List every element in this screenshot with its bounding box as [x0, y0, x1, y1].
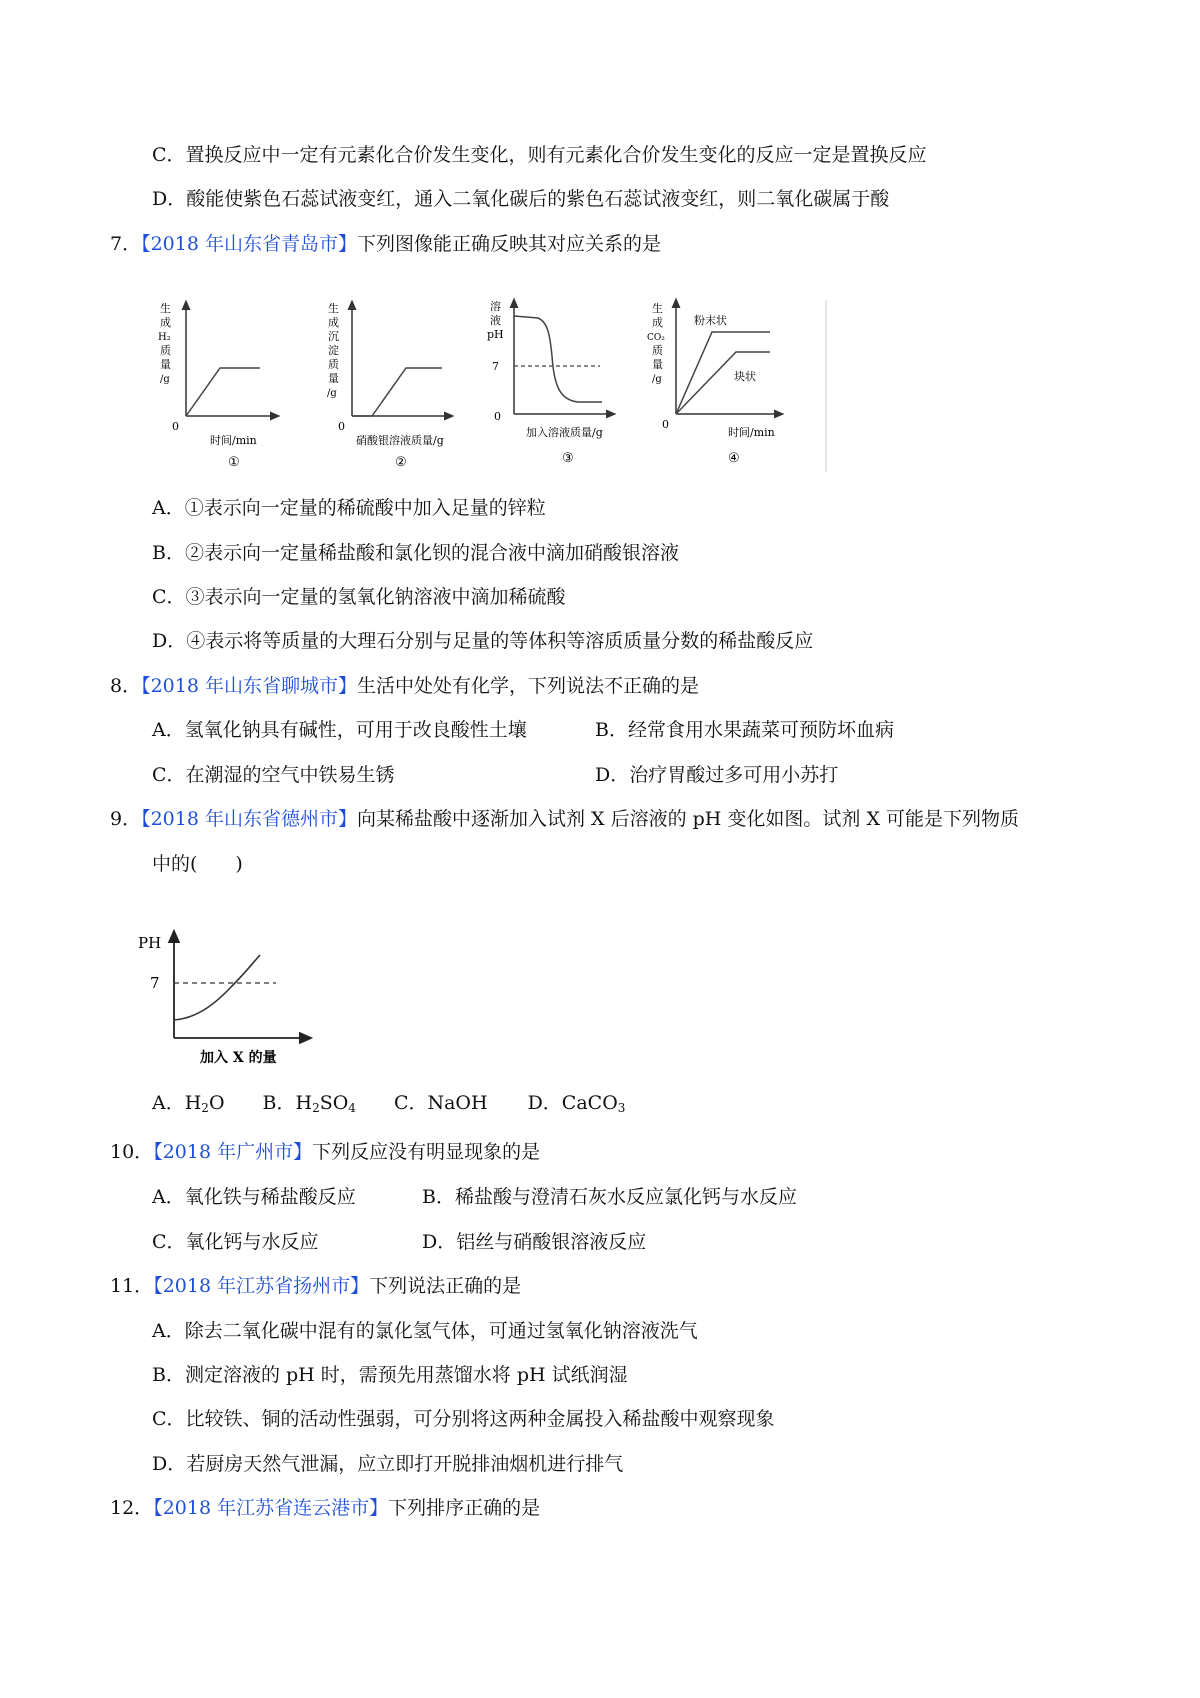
- q10-heading: [110, 1139, 540, 1165]
- g2-ylabel-1: 生: [328, 302, 339, 315]
- q10-number: 10．: [110, 1141, 154, 1163]
- q7-option-d: D．④表示将等质量的大理石分别与足量的等体积等溶质质量分数的稀盐酸反应: [152, 630, 814, 652]
- q11-option-a: A．除去二氧化碳中混有的氯化氢气体，可通过氢氧化钠溶液洗气: [152, 1320, 698, 1342]
- g4-caption: ④: [728, 451, 740, 466]
- g4-ylabel-6: /g: [652, 374, 662, 385]
- q9-option-a-tail: O: [208, 1092, 225, 1114]
- g3-ylabel-2: 液: [490, 314, 501, 327]
- q7-stem: 下列图像能正确反映其对应关系的是: [357, 233, 662, 255]
- q9-source: 【2018 年山东省德州市】: [141, 808, 357, 830]
- q9-option-b-mid: SO: [319, 1092, 349, 1114]
- g3-caption: ③: [562, 451, 574, 466]
- g4-ylabel-5: 量: [652, 358, 663, 371]
- g2-ylabel-6: 量: [328, 372, 339, 385]
- q10-option-b: B．稀盐酸与澄清石灰水反应氯化钙与水反应: [422, 1186, 797, 1208]
- q8-option-b: B．经常食用水果蔬菜可预防坏血病: [595, 719, 894, 741]
- q11-source: 【2018 年江苏省扬州市】: [153, 1275, 370, 1297]
- graph-2: [327, 301, 450, 470]
- q9-option-d: [528, 1092, 626, 1114]
- g4-ylabel-2: 成: [652, 316, 663, 329]
- g1-xlabel: 时间/min: [210, 434, 257, 447]
- q7-heading: [110, 231, 661, 257]
- q10-option-a: A．氧化铁与稀盐酸反应: [152, 1186, 356, 1208]
- graph-3: [487, 299, 612, 466]
- q8-option-c: C．在潮湿的空气中铁易生锈: [152, 764, 395, 786]
- q9-option-b: [263, 1092, 356, 1114]
- q9-stem-continued: 中的( ): [152, 853, 243, 875]
- g4-ylabel-4: 质: [652, 344, 663, 357]
- g2-ylabel-5: 质: [328, 358, 339, 371]
- q6-option-c: C．置换反应中一定有元素化合价发生变化，则有元素化合价发生变化的反应一定是置换反应: [152, 144, 927, 166]
- q9-xlabel: 加入 X 的量: [200, 1050, 277, 1066]
- g4-label-powder: 粉末状: [694, 314, 727, 327]
- g1-ylabel-5: 量: [160, 358, 171, 371]
- q7-source: 【2018 年山东省青岛市】: [141, 233, 357, 255]
- q9-ylabel: PH: [138, 934, 162, 952]
- g2-xlabel: 硝酸银溶液质量/g: [356, 434, 444, 447]
- g2-caption: ②: [395, 455, 407, 470]
- q9-option-d-sub: 3: [617, 1101, 626, 1115]
- q9-option-a-text: A．H: [152, 1092, 202, 1114]
- g3-tick-7: 7: [492, 360, 499, 373]
- q8-heading: [110, 673, 699, 699]
- g2-ylabel-3: 沉: [328, 330, 339, 343]
- q9-option-c: C．NaOH: [393, 1092, 488, 1114]
- q7-option-b: B．②表示向一定量稀盐酸和氯化钡的混合液中滴加硝酸银溶液: [152, 542, 679, 564]
- q7-number: 7．: [110, 233, 142, 255]
- g3-ylabel-3: pH: [487, 328, 504, 341]
- g4-ylabel-3: CO₂: [647, 333, 665, 343]
- q11-heading: [110, 1273, 521, 1299]
- q11-option-c: C．比较铁、铜的活动性强弱，可分别将这两种金属投入稀盐酸中观察现象: [152, 1408, 775, 1430]
- q11-option-d: D．若厨房天然气泄漏，应立即打开脱排油烟机进行排气: [152, 1453, 624, 1475]
- q8-option-d: D．治疗胃酸过多可用小苏打: [595, 764, 839, 786]
- g1-origin: 0: [172, 420, 179, 433]
- q9-ph-graph: [136, 928, 316, 1068]
- q12-stem: 下列排序正确的是: [388, 1497, 541, 1519]
- g1-ylabel-4: 质: [160, 344, 171, 357]
- g3-xlabel: 加入溶液质量/g: [526, 426, 603, 439]
- q9-option-b-text: B．H: [262, 1092, 313, 1114]
- g1-ylabel-2: 成: [160, 316, 171, 329]
- q7-option-a: A．①表示向一定量的稀硫酸中加入足量的锌粒: [152, 497, 546, 519]
- q9-tick-7: 7: [150, 974, 160, 992]
- q7-graph-panel: [150, 296, 830, 472]
- q10-source: 【2018 年广州市】: [153, 1141, 313, 1163]
- graph-1: [158, 301, 276, 470]
- q8-source: 【2018 年山东省聊城市】: [141, 675, 357, 697]
- g2-ylabel-7: /g: [327, 388, 337, 399]
- g1-caption: ①: [228, 455, 240, 470]
- q10-option-d: D．铝丝与硝酸银溶液反应: [422, 1231, 647, 1253]
- q12-number: 12．: [110, 1497, 154, 1519]
- q9-heading: [110, 806, 1019, 832]
- g4-label-block: 块状: [734, 370, 756, 383]
- q11-number: 11．: [110, 1275, 154, 1297]
- g1-ylabel-1: 生: [160, 302, 171, 315]
- q12-source: 【2018 年江苏省连云港市】: [153, 1497, 389, 1519]
- g4-origin: 0: [662, 418, 669, 431]
- q9-stem: 向某稀盐酸中逐渐加入试剂 X 后溶液的 pH 变化如图。试剂 X 可能是下列物质: [357, 808, 1020, 830]
- g2-ylabel-4: 淀: [328, 344, 339, 357]
- q9-number: 9．: [110, 808, 142, 830]
- g4-xlabel: 时间/min: [728, 426, 775, 439]
- q8-stem: 生活中处处有化学，下列说法不正确的是: [357, 675, 700, 697]
- q10-option-c: C．氧化钙与水反应: [152, 1231, 319, 1253]
- g2-origin: 0: [338, 420, 345, 433]
- q9-option-a: [152, 1092, 225, 1114]
- g3-ylabel-1: 溶: [490, 300, 501, 313]
- q7-option-c: C．③表示向一定量的氢氧化钠溶液中滴加稀硫酸: [152, 586, 566, 608]
- graph-4: [647, 301, 780, 466]
- q9-option-b-sub2: 4: [348, 1101, 356, 1115]
- g1-ylabel-3: H₂: [158, 332, 171, 343]
- g1-ylabel-6: /g: [160, 374, 170, 385]
- q9-option-b-sub: 2: [312, 1101, 320, 1115]
- q12-heading: [110, 1495, 540, 1521]
- q10-stem: 下列反应没有明显现象的是: [312, 1141, 541, 1163]
- q9-option-d-text: D．CaCO: [527, 1092, 618, 1114]
- q9-options: [152, 1090, 625, 1116]
- q9-option-a-sub: 2: [201, 1101, 209, 1115]
- q8-option-a: A．氢氧化钠具有碱性，可用于改良酸性土壤: [152, 719, 527, 741]
- q11-option-b: B．测定溶液的 pH 时，需预先用蒸馏水将 pH 试纸润湿: [152, 1364, 628, 1386]
- q6-option-d: D．酸能使紫色石蕊试液变红，通入二氧化碳后的紫色石蕊试液变红，则二氧化碳属于酸: [152, 188, 890, 210]
- g2-ylabel-2: 成: [328, 316, 339, 329]
- g4-ylabel-1: 生: [652, 302, 663, 315]
- q8-number: 8．: [110, 675, 142, 697]
- g3-origin: 0: [494, 410, 501, 423]
- q11-stem: 下列说法正确的是: [369, 1275, 522, 1297]
